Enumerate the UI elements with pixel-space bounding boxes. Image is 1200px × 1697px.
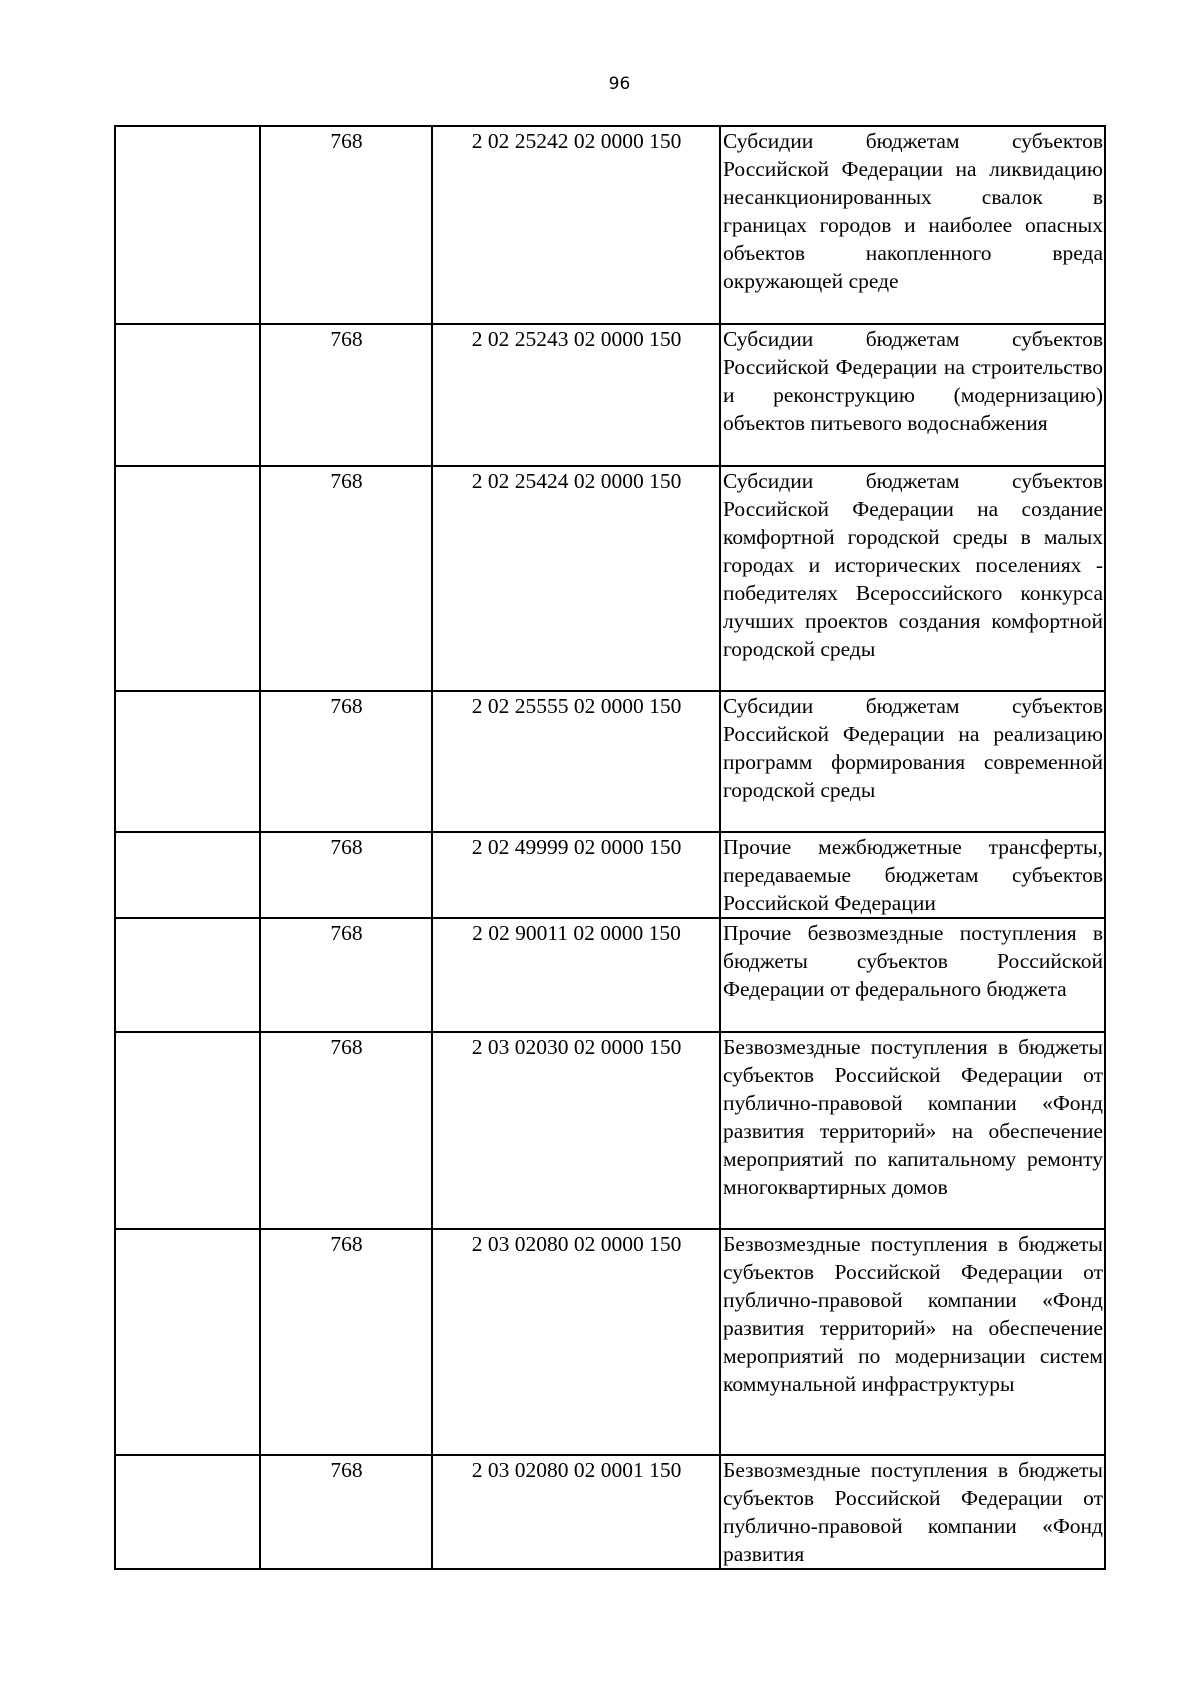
administrator-code-cell: 768 [260, 324, 432, 466]
row-blank-cell [115, 691, 260, 832]
administrator-code-cell: 768 [260, 1032, 432, 1229]
administrator-code-cell: 768 [260, 918, 432, 1032]
budget-code-cell: 2 02 25242 02 0000 150 [432, 126, 720, 324]
budget-code-cell: 2 02 90011 02 0000 150 [432, 918, 720, 1032]
budget-code-cell: 2 03 02030 02 0000 150 [432, 1032, 720, 1229]
budget-code-cell: 2 02 25555 02 0000 150 [432, 691, 720, 832]
table-row [115, 918, 1105, 1032]
revenue-description-cell: Субсидии бюджетам субъектов Российской Федерации на строительство и реконструкцию (модернизацию) объектов питьевого водоснабжения [720, 324, 1105, 466]
table-row [115, 691, 1105, 832]
row-blank-cell [115, 918, 260, 1032]
table-row [115, 1455, 1105, 1569]
row-blank-cell [115, 126, 260, 324]
budget-code-cell: 2 03 02080 02 0001 150 [432, 1455, 720, 1569]
table-row [115, 126, 1105, 324]
administrator-code-cell: 768 [260, 126, 432, 324]
page-number: 96 [608, 74, 631, 94]
row-blank-cell [115, 324, 260, 466]
revenue-description-cell: Безвозмездные поступления в бюджеты субъектов Российской Федерации от публично-правовой компании «Фонд развития территорий» на обеспечение мероприятий по модернизации систем коммунальной инфраструктуры [720, 1229, 1105, 1455]
table-row [115, 832, 1105, 918]
row-blank-cell [115, 466, 260, 691]
revenue-description-cell: Безвозмездные поступления в бюджеты субъектов Российской Федерации от публично-правовой компании «Фонд развития территорий» на обеспечение мероприятий по капитальному ремонту многоквартирных домов [720, 1032, 1105, 1229]
budget-code-cell: 2 02 49999 02 0000 150 [432, 832, 720, 918]
table-row [115, 1032, 1105, 1229]
administrator-code-cell: 768 [260, 466, 432, 691]
table-row [115, 466, 1105, 691]
budget-code-cell: 2 02 25424 02 0000 150 [432, 466, 720, 691]
row-blank-cell [115, 1455, 260, 1569]
budget-code-cell: 2 03 02080 02 0000 150 [432, 1229, 720, 1455]
revenue-description-cell: Прочие межбюджетные трансферты, передаваемые бюджетам субъектов Российской Федерации [720, 832, 1105, 918]
table-row [115, 324, 1105, 466]
administrator-code-cell: 768 [260, 832, 432, 918]
budget-code-cell: 2 02 25243 02 0000 150 [432, 324, 720, 466]
administrator-code-cell: 768 [260, 1455, 432, 1569]
budget-revenue-table [114, 125, 1106, 1570]
revenue-description-cell: Прочие безвозмездные поступления в бюджеты субъектов Российской Федерации от федерального бюджета [720, 918, 1105, 1032]
row-blank-cell [115, 1032, 260, 1229]
row-blank-cell [115, 1229, 260, 1455]
row-blank-cell [115, 832, 260, 918]
revenue-description-cell: Субсидии бюджетам субъектов Российской Федерации на создание комфортной городской среды в малых городах и исторических поселениях - победителях Всероссийского конкурса лучших проектов создания комфортной городской среды [720, 466, 1105, 691]
table-row [115, 1229, 1105, 1455]
revenue-description-cell: Субсидии бюджетам субъектов Российской Федерации на ликвидацию несанкционированных свалок в границах городов и наиболее опасных объектов накопленного вреда окружающей среде [720, 126, 1105, 324]
revenue-description-cell: Безвозмездные поступления в бюджеты субъектов Российской Федерации от публично-правовой компании «Фонд развития [720, 1455, 1105, 1569]
administrator-code-cell: 768 [260, 1229, 432, 1455]
administrator-code-cell: 768 [260, 691, 432, 832]
revenue-description-cell: Субсидии бюджетам субъектов Российской Федерации на реализацию программ формирования современной городской среды [720, 691, 1105, 832]
